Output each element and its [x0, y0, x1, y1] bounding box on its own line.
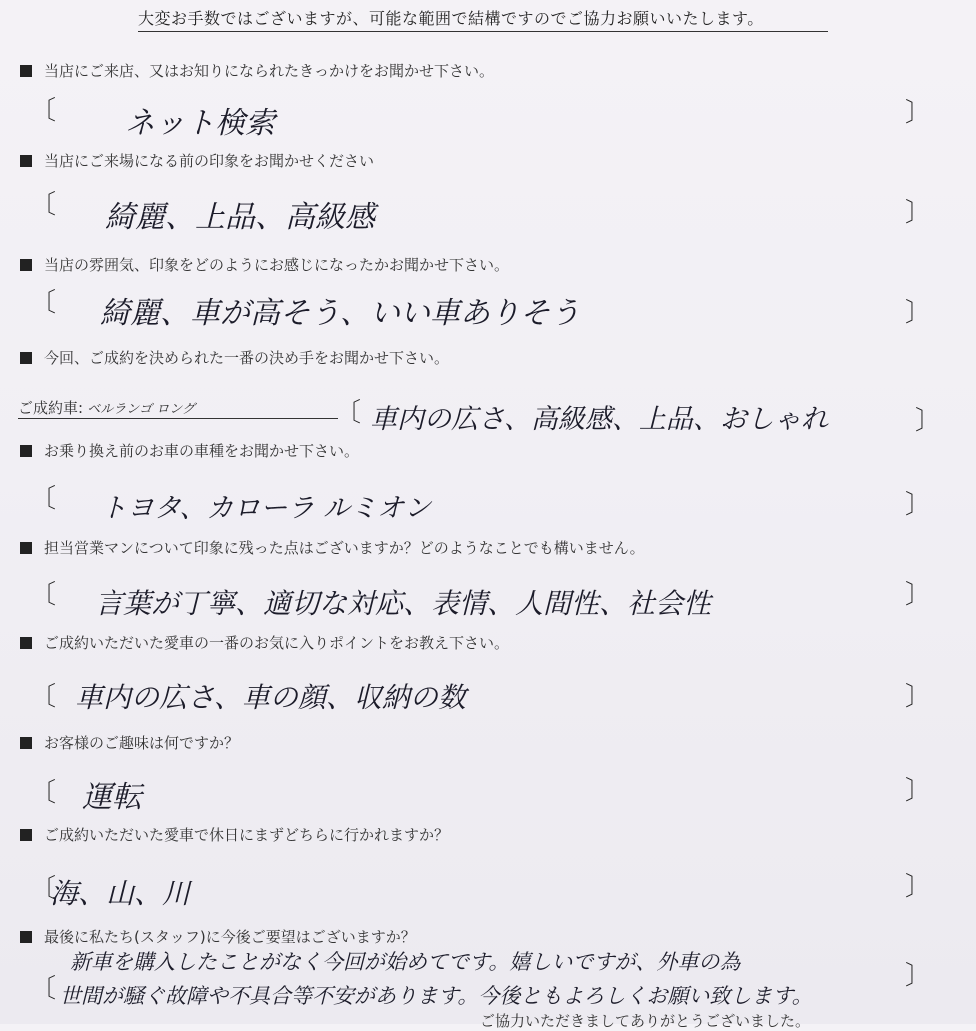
- question-text: 担当営業マンについて印象に残った点はございますか？どのようなことでも構いません。: [44, 539, 645, 557]
- question-text: 当店にご来店、又はお知りになられたきっかけをお聞かせ下さい。: [44, 62, 495, 80]
- bracket-close: 〕: [905, 198, 932, 228]
- square-bullet-icon: [20, 65, 32, 77]
- square-bullet-icon: [20, 352, 32, 364]
- footer-thanks: ご協力いただきましてありがとうございました。: [480, 1012, 811, 1030]
- bracket-open: 〔: [30, 190, 57, 220]
- answer-3: 綺麗、車が高そう、いい車ありそう: [100, 296, 580, 331]
- question-2: [20, 150, 374, 171]
- bracket-open: 〔: [30, 974, 57, 1004]
- answer-9: 海、山、川: [50, 877, 191, 910]
- bracket-close: 〕: [905, 776, 932, 806]
- square-bullet-icon: [20, 542, 32, 554]
- bracket-close: 〕: [905, 961, 932, 991]
- bracket-open: 〔: [335, 398, 362, 428]
- question-text: 当店の雰囲気、印象をどのようにお感じになったかお聞かせ下さい。: [44, 256, 510, 274]
- bracket-open: 〔: [30, 778, 57, 808]
- square-bullet-icon: [20, 931, 32, 943]
- answer-7: 車内の広さ、車の顔、収納の数: [75, 681, 466, 714]
- answer-10-line-1: 新車を購入したことがなく今回が始めてです。嬉しいですが、外車の為: [70, 950, 741, 974]
- question-text: お乗り換え前のお車の車種をお聞かせ下さい。: [44, 442, 360, 460]
- square-bullet-icon: [20, 259, 32, 271]
- bracket-open: 〔: [30, 96, 57, 126]
- bracket-close: 〕: [905, 490, 932, 520]
- survey-header: 大変お手数ではございますが、可能な範囲で結構ですのでご協力お願いいたします。: [138, 6, 828, 32]
- question-5: [20, 440, 359, 461]
- bracket-open: 〔: [30, 580, 57, 610]
- answer-2: 綺麗、上品、高級感: [105, 200, 375, 235]
- question-text: ご成約いただいた愛車で休日にまずどちらに行かれますか？: [44, 826, 450, 844]
- question-text: ご成約いただいた愛車の一番のお気に入りポイントをお教え下さい。: [44, 634, 510, 652]
- answer-5: トヨタ、カローラ ルミオン: [100, 493, 431, 524]
- bracket-open: 〔: [30, 874, 57, 904]
- bracket-close: 〕: [905, 872, 932, 902]
- answer-6: 言葉が丁寧、適切な対応、表情、人間性、社会性: [95, 587, 712, 620]
- question-6: [20, 537, 645, 558]
- bracket-close: 〕: [905, 98, 932, 128]
- question-7: [20, 632, 509, 653]
- bracket-close: 〕: [905, 298, 932, 328]
- contract-car-model: ベルランゴ ロング: [87, 402, 195, 417]
- answer-1: ネット検索: [125, 106, 275, 141]
- answer-10-line-2: 世間が騒ぐ故障や不具合等不安があります。今後ともよろしくお願い致します。: [60, 984, 813, 1008]
- question-text: お客様のご趣味は何ですか？: [44, 734, 240, 752]
- bracket-close: 〕: [915, 406, 942, 436]
- question-1: [20, 60, 494, 81]
- contract-car-label: [18, 397, 338, 419]
- question-text: 今回、ご成約を決められた一番の決め手をお聞かせ下さい。: [44, 349, 450, 367]
- question-9: [20, 824, 449, 845]
- square-bullet-icon: [20, 637, 32, 649]
- bracket-close: 〕: [905, 580, 932, 610]
- question-text: 最後に私たち(スタッフ)に今後ご要望はございますか？: [44, 928, 416, 946]
- question-8: [20, 732, 239, 753]
- square-bullet-icon: [20, 829, 32, 841]
- bracket-open: 〔: [30, 288, 57, 318]
- square-bullet-icon: [20, 445, 32, 457]
- question-3: [20, 254, 509, 275]
- answer-8: 運転: [82, 780, 142, 815]
- contract-car-title: ご成約車:: [18, 399, 84, 417]
- bracket-close: 〕: [905, 682, 932, 712]
- bracket-open: 〔: [30, 682, 57, 712]
- question-10: [20, 926, 416, 947]
- question-4: [20, 347, 449, 368]
- square-bullet-icon: [20, 737, 32, 749]
- question-text: 当店にご来場になる前の印象をお聞かせください: [44, 152, 375, 170]
- square-bullet-icon: [20, 155, 32, 167]
- bracket-open: 〔: [30, 484, 57, 514]
- answer-4: 車内の広さ、高級感、上品、おしゃれ: [370, 404, 828, 435]
